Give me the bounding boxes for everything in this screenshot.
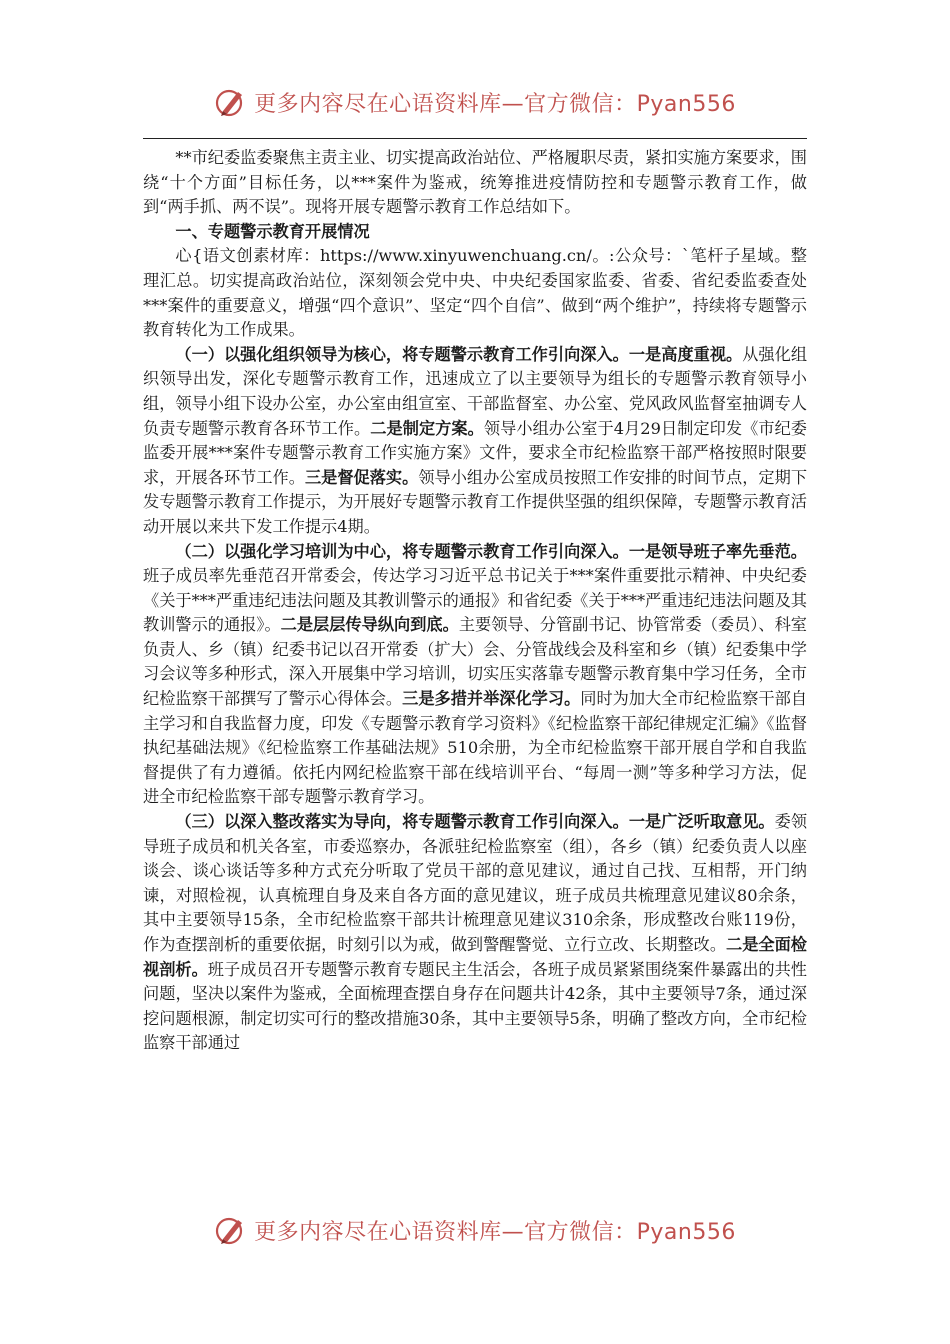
bold-text-run: 三是督促落实。 <box>304 467 419 487</box>
text-run: 班子成员率先垂范召开常委会，传达学习习近平总书记关于***案件重要批示精神、中央纪委《关于***严重违纪违法问题及其教训警示的通报》和省纪委《关于***严重违纪违法问题及其教训警示的通报》。 <box>143 566 807 635</box>
pen-logo-icon <box>214 1213 248 1247</box>
bold-text-run: 三是多措并举深化学习。 <box>402 689 581 709</box>
paragraph <box>143 343 807 540</box>
document-body <box>143 146 807 1056</box>
watermark-text: 更多内容尽在心语资料库—官方微信：Pyan556 <box>254 91 736 117</box>
text-run: 心{语文创素材库：https://www.xinyuwenchuang.cn/。:公众号：`笔杆子星域。整理汇总。切实提高政治站位，深刻领会党中央、中央纪委国家监委、省委、省纪委监委查处***案件的重要意义，增强“四个意识”、坚定“四个自信”、做到“两个维护”，持续将专题警示教育转化为工作成果。 <box>143 246 807 340</box>
text-run: 同时为加大全市纪检监察干部自主学习和自我监督力度，印发《专题警示教育学习资料》《纪检监察干部纪律规定汇编》《监督执纪基础法规》《纪检监察工作基础法规》510余册，为全市纪检监察干部开展自学和自我监督提供了有力遵循。依托内网纪检监察干部在线培训平台、“每周一测”等多种学习方法，促进全市纪检监察干部专题警示教育学习。 <box>143 689 808 807</box>
text-run: 从强化组织领导出发，深化专题警示教育工作，迅速成立了以主要领导为组长的专题警示教育领导小组，领导小组下设办公室，办公室由组宣室、干部监督室、办公室、党风政风监督室抽调专人负责专题警示教育各环节工作。 <box>143 344 808 438</box>
paragraph <box>143 146 807 220</box>
text-run: 委领导班子成员和机关各室，市委巡察办，各派驻纪检监察室（组），各乡（镇）纪委负责人以座谈会、谈心谈话等多种方式充分听取了党员干部的意见建议，通过自己找、互相帮，开门纳谏，对照检视，认真梳理自身及来自各方面的意见建议，班子成员共梳理意见建议80余条，其中主要领导15条，全市纪检监察干部共计梳理意见建议310余条，形成整改台账119份，作为查摆剖析的重要依据，时刻引以为戒，做到警醒警觉、立行立改、长期整改。 <box>143 812 808 954</box>
text-run: 领导小组办公室成员按照工作安排的时间节点，定期下发专题警示教育工作提示，为开展好专题警示教育工作提供坚强的组织保障，专题警示教育活动开展以来共下发工作提示4期。 <box>143 467 808 536</box>
text-run: 领导小组办公室于4月29日制定印发《市纪委监委开展***案件专题警示教育工作实施方案》文件，要求全市纪检监察干部严格按照时限要求，开展各环节工作。 <box>143 418 807 487</box>
text-run: 班子成员召开专题警示教育专题民主生活会，各班子成员紧紧围绕案件暴露出的共性问题，坚决以案件为鉴戒，全面梳理查摆自身存在问题共计42条，其中主要领导7条，通过深挖问题根源，制定切实可行的整改措施30条，其中主要领导5条，明确了整改方向，全市纪检监察干部通过 <box>143 959 807 1053</box>
paragraph <box>143 244 807 342</box>
text-run: **市纪委监委聚焦主责主业、切实提高政治站位、严格履职尽责，紧扣实施方案要求，围绕“十个方面”目标任务，以***案件为鉴戒，统筹推进疫情防控和专题警示教育工作，做到“两手抓、两不误”。现将开展专题警示教育工作总结如下。 <box>143 148 807 217</box>
paragraph <box>143 540 807 811</box>
bold-text-run: 二是制定方案。 <box>370 418 484 438</box>
bold-text-run: （二）以强化学习培训为中心，将专题警示教育工作引向深入。一是领导班子率先垂范。 <box>175 541 807 561</box>
bold-text-run: （一）以强化组织领导为核心，将专题警示教育工作引向深入。一是高度重视。 <box>175 344 743 364</box>
bold-text-run: 一、专题警示教育开展情况 <box>175 221 370 241</box>
footer-watermark <box>0 1210 950 1250</box>
text-run: 主要领导、分管副书记、协管常委（委员）、科室负责人、乡（镇）纪委书记以召开常委（扩大）会、分管战线会及科室和乡（镇）纪委集中学习会议等多种形式，深入开展集中学习培训，切实压实落靠专题警示教育集中学习任务，全市纪检监察干部撰写了警示心得体会。 <box>143 615 807 709</box>
pen-logo-icon <box>214 85 248 119</box>
header-divider <box>143 138 807 139</box>
bold-text-run: 二是全面检视剖析。 <box>143 935 807 979</box>
header-watermark <box>0 82 950 122</box>
paragraph <box>143 220 807 245</box>
paragraph <box>143 810 807 1056</box>
bold-text-run: （三）以深入整改落实为导向，将专题警示教育工作引向深入。一是广泛听取意见。 <box>175 812 775 832</box>
bold-text-run: 二是层层传导纵向到底。 <box>280 615 459 635</box>
watermark-text: 更多内容尽在心语资料库—官方微信：Pyan556 <box>254 1219 736 1245</box>
